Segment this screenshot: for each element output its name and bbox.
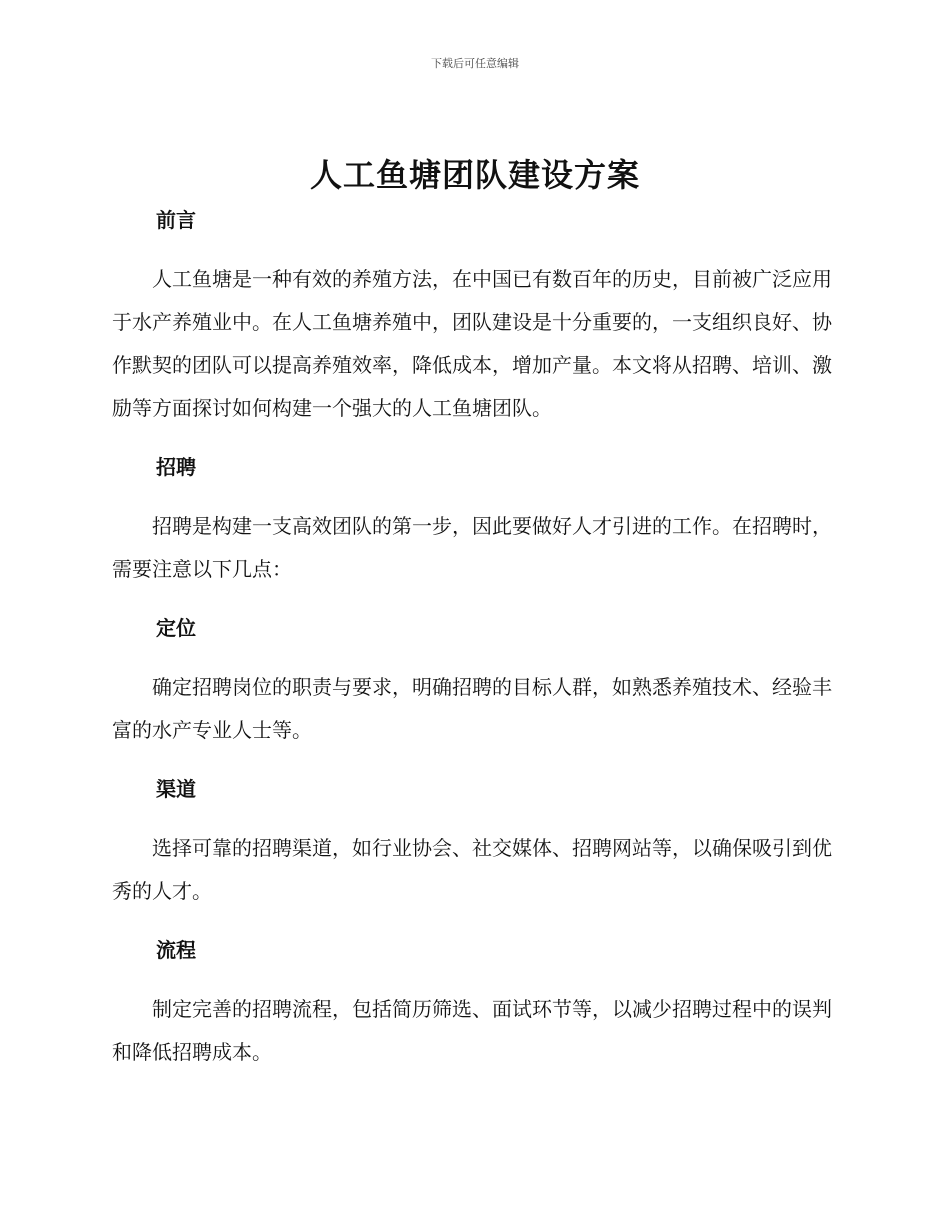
section-heading-preface: 前言 (156, 208, 196, 232)
section-heading-channels: 渠道 (156, 777, 196, 801)
section-paragraph-positioning: 确定招聘岗位的职责与要求，明确招聘的目标人群，如熟悉养殖技术、经验丰富的水产专业人士等。 (112, 675, 832, 742)
section-paragraph-preface: 人工鱼塘是一种有效的养殖方法，在中国已有数百年的历史，目前被广泛应用于水产养殖业中。在人工鱼塘养殖中，团队建设是十分重要的，一支组织良好、协作默契的团队可以提高养殖效率，降低成本，增加产量。本文将从招聘、培训、激励等方面探讨如何构建一个强大的人工鱼塘团队。 (112, 267, 832, 420)
section-heading-process: 流程 (156, 938, 196, 962)
section-heading-recruitment: 招聘 (156, 455, 196, 479)
header-note: 下载后可任意编辑 (431, 57, 519, 70)
section-paragraph-process: 制定完善的招聘流程，包括简历筛选、面试环节等，以减少招聘过程中的误判和降低招聘成本。 (112, 997, 832, 1064)
section-paragraph-channels: 选择可靠的招聘渠道，如行业协会、社交媒体、招聘网站等，以确保吸引到优秀的人才。 (112, 836, 832, 903)
section-heading-positioning: 定位 (156, 616, 196, 640)
document-body (112, 205, 832, 1074)
section-paragraph-recruitment: 招聘是构建一支高效团队的第一步，因此要做好人才引进的工作。在招聘时，需要注意以下几点： (112, 514, 832, 581)
document-title: 人工鱼塘团队建设方案 (309, 156, 640, 194)
